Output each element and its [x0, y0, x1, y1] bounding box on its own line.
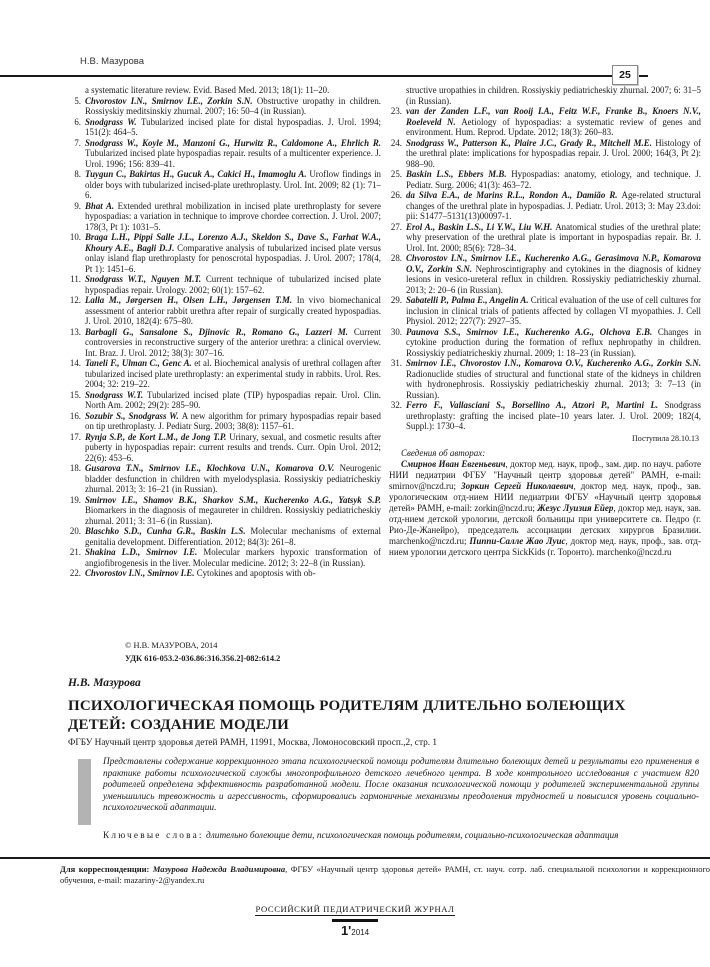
article-author: Н.В. Мазурова [68, 677, 141, 689]
reference-authors: Rynja S.P., de Kort L.M., de Jong T.P. [85, 431, 230, 442]
reference-authors: Paunova S.S., Smirnov I.E., Kucherenko A.G., Olchova E.B. [406, 326, 658, 337]
issue-year: 2014 [351, 928, 370, 937]
reference-authors: Sabatelli P., Palma E., Angelin A. [406, 295, 531, 305]
reference-authors: Chvorostov I.N., Smirnov I.E. [85, 568, 197, 578]
reference-number: 17. [69, 431, 81, 442]
reference-number: 28. [390, 253, 402, 263]
reference-number: 16. [69, 410, 81, 421]
reference-item: 27. Erol A., Baskin L.S., Li Y.W., Liu W.H. Anatomical studies of the urethral plate: why preservation of the urethral plate is important in hypospadias repair. Br. J. Urol. Int. 2000; 85(6): 728–34. [390, 221, 701, 253]
reference-authors: Snodgrass W.T. [85, 389, 147, 400]
reference-item: 20. Blaschko S.D., Cunha G.R., Baskin L.S. Molecular mechanisms of external genitalia development. Differentiation. 2012; 84(3): 261–8. [69, 526, 381, 547]
reference-number: 20. [69, 526, 81, 536]
references-right-column [389, 85, 701, 558]
emphasized-text-run: Для корреспонденции: [60, 864, 153, 874]
reference-authors: Snodgrass W.T., Nguyen M.T. [85, 274, 206, 284]
reference-number: 23. [390, 106, 402, 116]
issue-number: 1' [340, 923, 352, 938]
correspondence-rule [0, 857, 710, 859]
text-run: , ФГБУ «Научный центр здоровья детей» РАМН, ст. науч. сотр. лаб. специальной психологии и коррекционного обучения, e-mail: mazariny-2@yandex.ru [60, 864, 710, 885]
reference-number: 6. [74, 116, 81, 127]
reference-authors: Snodgrass W., Patterson K., Plaire J.C., Grady R., Mitchell M.E. [406, 137, 656, 148]
reference-authors: Taneli F., Ulman C., Genc A. [85, 358, 195, 368]
reference-number: 19. [69, 494, 81, 505]
reference-item: 21. Shakina L.D., Smirnov I.E. Molecular markers hypoxic transformation of angiofibrogenesis in the liver. Molecular medicine. 2012; 3: 22–8 (in Russian). [69, 547, 381, 568]
running-header-author: Н.В. Мазурова [80, 56, 144, 67]
reference-authors: Smirnov I.E., Chvorostov I.N., Komarova O.V., Kucherenko A.G., Zorkin S.N. [406, 358, 701, 368]
reference-authors: Gusarova T.N., Smirnov I.E., Klochkova U.N., Komarova O.V. [85, 463, 340, 473]
reference-number: 18. [69, 463, 81, 473]
reference-item: 13. Barbagli G., Sansalone S., Djinovic R., Romano G., Lazzeri M. Current controversies in reconstructive surgery of the anterior urethra: a clinical overview. Int. Braz. J. Urol. 2012; 38(3): 307–16. [69, 326, 381, 358]
reference-item: 12. Lalla M., Jørgersen H., Olsen L.H., Jørgensen T.M. In vivo biomechanical assessment of anterior rabbit urethra after repair of surgically created hypospadias. J. Urol. 2010, 182(4): 675–80. [69, 295, 381, 326]
reference-item: 14. Taneli F., Ulman C., Genc A. et al. Biochemical analysis of urethral collagen after tubularized incised plate urethroplasty: an experimental study in rabbits. Urol. Res. 2004; 32: 219–22. [69, 358, 382, 389]
reference-item: 9. Bhat A. Extended urethral mobilization in incised plate urethroplasty for severe hypospadias: a variation in technique to improve chordee correction. J. Urol. 2007; 178(3, Pt 1): 1031–5. [68, 201, 381, 233]
reference-number: 5. [74, 95, 81, 106]
reference-item: 31. Smirnov I.E., Chvorostov I.N., Komarova O.V., Kucherenko A.G., Zorkin S.N. Radionuclide studies of structural and functional state of the kidneys in children with hydronephrosis. Rossiyskiy pediatricheskiy zhurnal. 2013; 3: 7–13 (in Russian). [390, 358, 701, 400]
reference-item: a systematic literature review. Evid. Based Med. 2013; 18(1): 11–20. [85, 85, 330, 95]
reference-item: 15. Snodgrass W.T. Tubularized incised plate (TIP) hypospadias repair. Urol. Clin. North Am. 2002; 29(2): 285–90. [69, 389, 381, 410]
reference-number: 27. [390, 221, 402, 232]
reference-item: 10. Braga L.H., Pippi Salle J.L., Lorenzo A.J., Skeldon S., Dave S., Farhat W.A., Khoury A.E., Bagli D.J. Comparative analysis of tubularized incised plate versus onlay island flap urethroplasty for penoscrotal hypospadias. J. Urol. 2007; 178(4, Pt 1): 1451–6. [69, 232, 381, 274]
reference-item: 25. Baskin L.S., Ebbers M.B. Hypospadias: anatomy, etiology, and technique. J. Pediatr. Surg. 2006; 41(3): 463–72. [390, 169, 701, 190]
authors-info-text [389, 459, 701, 558]
reference-item: 5. Chvorostov I.N., Smirnov I.E., Zorkin S.N. Obstructive uropathy in children. Rossiyskiy meditsinskiy zhurnal. 2007; 16: 50–4 (in Russian). [68, 96, 381, 117]
text-run: , доктор мед. наук, проф., зав. урологическим отд-нием НИИ педиатрии ФГБУ «Научный центр здоровья детей» РАМН, e-mail: zorkin@nczd.ru; [389, 480, 701, 513]
text-run: , доктор мед. наук, проф., зав. отд-нием урологии детского центра SickKids (г. Торонто). marchenko@nczd.ru [389, 535, 701, 557]
reference-authors: Tuygun C., Bakirtas H., Gucuk A., Cakici H., Imamoglu A. [85, 169, 310, 179]
reference-item: 23. van der Zanden L.F., van Rooij I.A., Feitz W.F., Franke B., Knoers N.V., Roeleveld N. Aetiology of hypospadias: a systematic review of genes and environment. Hum. Reprod. Update. 2012; 18(3): 260–83. [390, 106, 701, 137]
reference-number: 13. [69, 326, 81, 337]
reference-number: 24. [390, 137, 402, 148]
reference-authors: Snodgrass W. [85, 116, 142, 127]
reference-number: 8. [74, 169, 81, 179]
reference-number: 11. [70, 274, 81, 284]
journal-name: РОССИЙСКИЙ ПЕДИАТРИЧЕСКИЙ ЖУРНАЛ [255, 904, 455, 914]
reference-item: 18. Gusarova T.N., Smirnov I.E., Klochkova U.N., Komarova O.V. Neurogenic bladder desfunction in children with myelodysplasia. Rossiyskiy pediatricheskiy zhurnal. 2013; 3: 16–21 (in Russian). [69, 463, 381, 494]
emphasized-text-run: Смирнов Иван Евгеньевич [401, 458, 506, 469]
reference-item: 22. Chvorostov I.N., Smirnov I.E. Cytokines and apoptosis with ob- [69, 568, 316, 578]
reference-authors: Braga L.H., Pippi Salle J.L., Lorenzo A.J., Skeldon S., Dave S., Farhat W.A., Khoury A.E., Bagli D.J. [85, 232, 381, 253]
udk-code: УДК 616-053.2-036.86:316.356.2]-082:614.2 [125, 654, 281, 663]
reference-number: 21. [69, 547, 81, 557]
reference-number: 7. [74, 137, 81, 148]
reference-item: 26. da Silva E.A., de Marins R.L., Rondon A., Damião R. Age-related structural changes of the urethral plate in hypospadias. J. Pediatr. Urol. 2013; 3: May 23.doi: pii: S1477–5131(13)00097-1. [390, 190, 701, 221]
reference-authors: Smirnov I.E., Shamov B.K., Sharkov S.M., Kucherenko A.G., Yatsyk S.P. [85, 494, 381, 505]
reference-number: 12. [69, 295, 81, 305]
reference-item: 8. Tuygun C., Bakirtas H., Gucuk A., Cakici H., Imamoglu A. Uroflow findings in older boys with tubularized incised-plate urethroplasty. Urol. Int. 2009; 82 (1): 71–6. [68, 169, 381, 201]
reference-number: 22. [69, 568, 81, 578]
reference-number: 25. [390, 169, 402, 179]
received-date: Поступила 28.10.13 [631, 433, 699, 443]
reference-number: 31. [390, 358, 402, 368]
keywords-block [103, 831, 699, 843]
reference-item: 17. Rynja S.P., de Kort L.M., de Jong T.P. Urinary, sexual, and cosmetic results after puberty in hypospadias repair: current results and trends. Curr. Opin Urol. 2012; 22(6): 453–6. [69, 431, 381, 463]
issue-line [0, 922, 710, 940]
reference-item: structive uropathies in children. Rossiyskiy pediatricheskiy zhurnal. 2007; 6: 31–5 (in Russian). [406, 85, 701, 106]
emphasized-text-run: Жезус Луизия Ейер [537, 502, 614, 513]
reference-number: 26. [390, 190, 402, 200]
reference-item: 19. Smirnov I.E., Shamov B.K., Sharkov S.M., Kucherenko A.G., Yatsyk S.P. Biomarkers in the diagnosis of megaureter in children. Rossiyskiy pediatricheskiy zhurnal. 2011; 3: 31–6 (in Russian). [69, 494, 381, 526]
abstract-block [78, 757, 700, 815]
correspondence-block [60, 864, 710, 886]
reference-authors: Shakina L.D., Smirnov I.E. [85, 547, 204, 557]
reference-authors: Lalla M., Jørgersen H., Olsen L.H., Jørgensen T.M. [85, 295, 297, 305]
reference-authors: Bhat A. [85, 200, 118, 211]
article-title: ПСИХОЛОГИЧЕСКАЯ ПОМОЩЬ РОДИТЕЛЯМ ДЛИТЕЛЬНО БОЛЕЮЩИХ ДЕТЕЙ: СОЗДАНИЕ МОДЕЛИ [68, 698, 626, 733]
text-run: , доктор мед. наук, проф., зам. дир. по науч. работе НИИ педиатрии ФГБУ "Научный центр здоровья детей" РАМН, e-mail: smirnov@nczd.ru; [389, 458, 701, 491]
reference-item: 24. Snodgrass W., Patterson K., Plaire J.C., Grady R., Mitchell M.E. Histology of the urethral plate: implications for hypospadias repair. J. Urol. 2000; 164(3, Pt 2): 988–90. [390, 137, 701, 169]
reference-authors: da Silva E.A., de Marins R.L., Rondon A., Damião R. [406, 190, 622, 200]
reference-item: 30. Paunova S.S., Smirnov I.E., Kucherenko A.G., Olchova E.B. Changes in cytokine production during the formation of reflux nephropathy in children. Rossiyskiy pediatricheskiy zhurnal. 2009; 1: 18–23 (in Russian). [390, 326, 702, 358]
abstract-text: Представлены содержание коррекционного этапа психологической помощи родителям длительно болеющих детей и результаты его применения в практике работы психологической службы многопрофильного детского лечебного центра. В ходе контрольного исследования с участием 820 родителей определена эффективность разработанной модели. После оказания психологической помощи у родителей экспериментальной группы уменьшились тревожность и агрессивность, сформировались гармоничные механизмы преодоления трудностей и повысился уровень социально-психологической адаптации. [103, 757, 699, 814]
reference-number: 9. [74, 200, 81, 211]
reference-item: 28. Chvorostov I.N., Smirnov I.E., Kucherenko A.G., Gerasimova N.P., Komarova O.V., Zorkin S.N. Nephroscintigraphy and cytokines in the diagnosis of kidney lesions in vesico-ureteral reflux in children. Rossiyskiy pediatricheskiy zhurnal. 2013; 2: 20–6 (in Russian). [390, 253, 702, 295]
reference-authors: Blaschko S.D., Cunha G.R., Baskin L.S. [85, 526, 251, 536]
reference-item: 7. Snodgrass W., Koyle M., Manzoni G., Hurwitz R., Caldomone A., Ehrlich R. Tubularized incised plate hypospadias repair. results of a multicenter experience. J. Urol. 1996; 156: 839–41. [68, 138, 381, 170]
reference-number: 32. [390, 400, 402, 410]
reference-item: 32. Ferro F., Vallasciani S., Borsellino A., Atzori P., Martini L. Snodgrass urethroplasty: grafting the incised plate–10 years later. J. Urol. 2009; 182(4, Suppl.): 1730–4. [390, 400, 701, 431]
article-affiliation: ФГБУ Научный центр здоровья детей РАМН, 11991, Москва, Ломоносовский просп.,2, стр. 1 [68, 738, 438, 748]
reference-item: 11. Snodgrass W.T., Nguyen M.T. Current technique of tubularized incised plate hypospadias repair. Urology. 2002; 60(1): 157–62. [68, 274, 381, 295]
reference-number: 15. [69, 389, 81, 400]
reference-authors: Sozubir S., Snodgrass W. [85, 410, 182, 421]
reference-authors: Erol A., Baskin L.S., Li Y.W., Liu W.H. [406, 221, 556, 232]
reference-number: 10. [69, 232, 81, 242]
reference-authors: Ferro F., Vallasciani S., Borsellino A., Atzori P., Martini L. [406, 400, 665, 410]
header-rule [0, 75, 648, 77]
authors-info-heading: Сведения об авторах: [401, 448, 486, 458]
reference-authors: Snodgrass W., Koyle M., Manzoni G., Hurwitz R., Caldomone A., Ehrlich R. [85, 137, 381, 148]
reference-authors: Barbagli G., Sansalone S., Djinovic R., Romano G., Lazzeri M. [85, 326, 354, 337]
emphasized-text-run: Мазурова Надежда Владимировна [152, 864, 286, 874]
reference-number: 29. [390, 295, 402, 305]
keywords-list: длительно болеющие дети, психологическая помощь родителям, социально-психологическая адаптация [206, 831, 619, 841]
emphasized-text-run: Пиппи-Салле Жао Луис [469, 535, 566, 546]
emphasized-text-run: Зоркин Сергей Николаевич [461, 480, 574, 491]
reference-authors: Chvorostov I.N., Smirnov I.E., Kucherenko A.G., Gerasimova N.P., Komarova O.V., Zorkin S.N. [406, 253, 701, 274]
text-run: , доктор мед. наук, зав. отд-нием детской урологии, детской больницы при университете св. Педро (г. Рио-Де-Жанейро), председатель ассоциации детских хирургов Бразилии. marchenko@nczd.ru; [389, 502, 702, 546]
abstract-side-bar [78, 759, 91, 825]
reference-authors: Baskin L.S., Ebbers M.B. [406, 169, 512, 179]
references-right-list [389, 85, 701, 432]
reference-authors: Chvorostov I.N., Smirnov I.E., Zorkin S.N. [85, 95, 257, 106]
reference-item: 29. Sabatelli P., Palma E., Angelin A. Critical evaluation of the use of cell cultures for inclusion in clinical trials of patients affected by collagen VI myopathies. J. Cell Physiol. 2012; 227(7): 2927–35. [390, 295, 701, 326]
reference-number: 14. [69, 358, 81, 368]
copyright-line: © Н.В. МАЗУРОВА, 2014 [125, 641, 218, 650]
reference-item: 16. Sozubir S., Snodgrass W. A new algorithm for primary hypospadias repair based on tip urethroplasty. J. Pediatr Surg. 2003; 38(8): 1157–61. [69, 410, 381, 431]
keywords-label: Ключевые слова: [103, 831, 204, 841]
journal-footer [0, 899, 710, 940]
reference-item: 6. Snodgrass W. Tubularized incised plate for distal hypospadias. J. Urol. 1994; 151(2): 464–5. [68, 117, 381, 138]
reference-number: 30. [390, 326, 402, 337]
references-left-column [68, 85, 381, 579]
keywords-text [206, 831, 618, 841]
reference-authors: van der Zanden L.F., van Rooij I.A., Feitz W.F., Franke B., Knoers N.V., Roeleveld N. [406, 106, 701, 127]
page-number: 25 [612, 65, 638, 85]
